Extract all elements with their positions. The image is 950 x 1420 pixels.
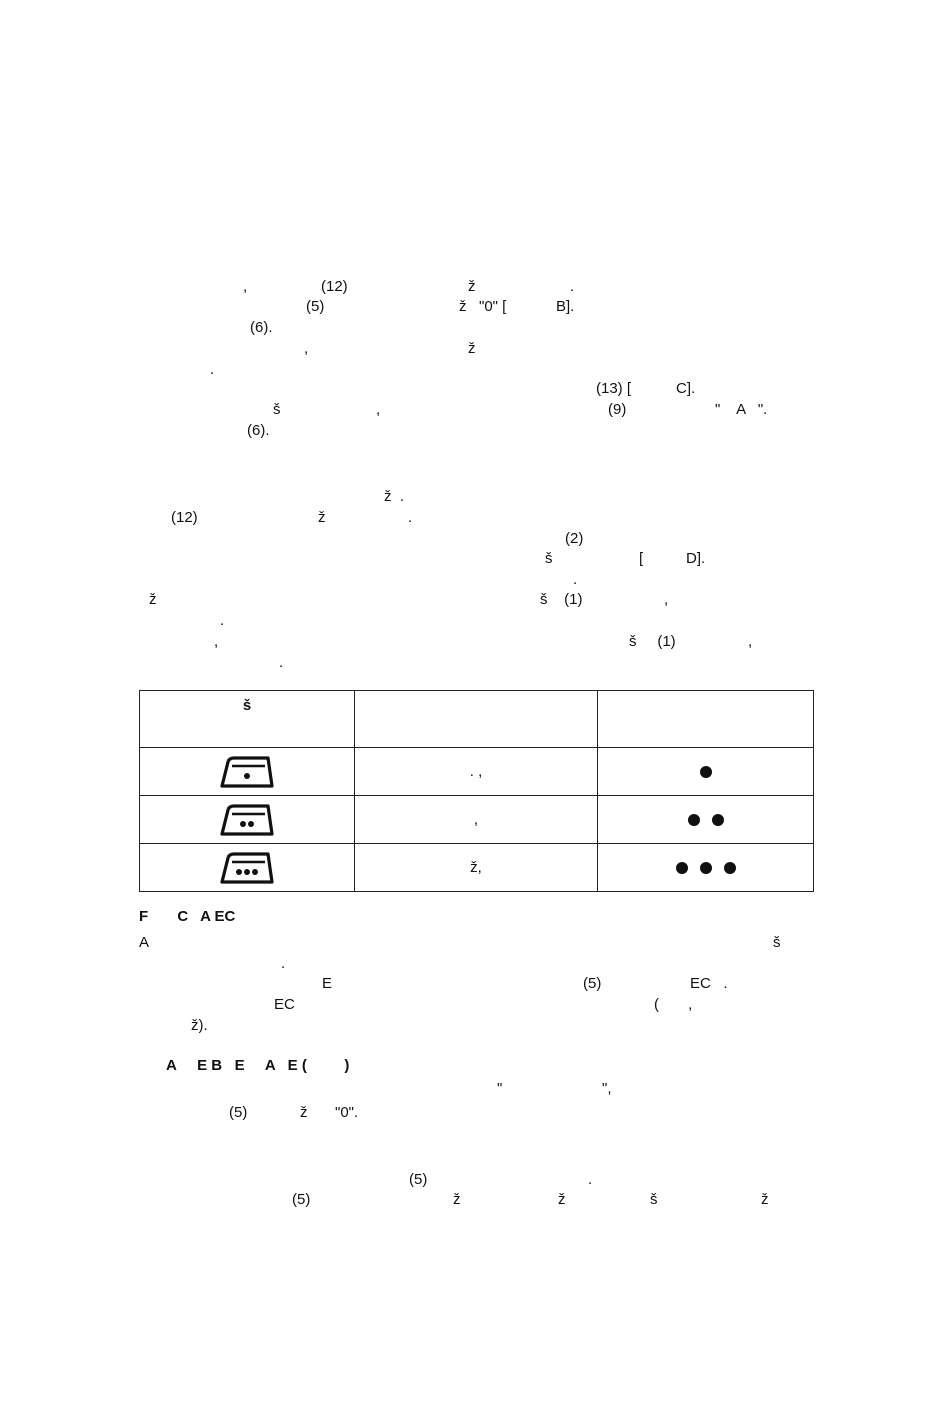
- table-header-cell: [598, 691, 814, 748]
- table-row: [140, 844, 814, 892]
- text-fragment: (6).: [247, 422, 270, 439]
- description-cell: [355, 844, 598, 892]
- text-fragment: ,: [304, 340, 309, 357]
- text-fragment: (5): [409, 1171, 428, 1188]
- text-fragment: .: [573, 571, 578, 588]
- dot-mark: [724, 862, 736, 874]
- dot-mark: [700, 862, 712, 874]
- text-fragment: ž: [149, 591, 157, 608]
- text-fragment: .: [220, 612, 225, 629]
- table-header-row: [140, 691, 814, 748]
- text-fragment: š: [545, 550, 553, 567]
- text-fragment: .: [408, 509, 413, 526]
- text-fragment: (13) [: [596, 380, 632, 397]
- text-fragment: EC .: [690, 975, 728, 992]
- text-fragment: ž: [558, 1191, 566, 1208]
- text-fragment: ž: [318, 509, 326, 526]
- table-header-cell: š: [140, 691, 355, 748]
- dot-mark: [676, 862, 688, 874]
- text-fragment: š (1): [629, 633, 676, 650]
- text-fragment: ž: [453, 1191, 461, 1208]
- text-fragment: š: [773, 934, 781, 951]
- text-fragment: ,: [664, 591, 669, 608]
- text-fragment: .: [570, 278, 575, 295]
- text-fragment: š (1): [540, 591, 583, 608]
- ironing-temperature-table: [139, 690, 814, 892]
- text-fragment: .: [279, 654, 284, 671]
- description-cell: [355, 748, 598, 796]
- text-fragment: ž: [468, 278, 476, 295]
- text-fragment: ,: [748, 633, 753, 650]
- description-text: . ,: [469, 763, 483, 780]
- dot-mark: [712, 814, 724, 826]
- description-cell: [355, 796, 598, 844]
- description-text: ž,: [470, 859, 482, 876]
- dots-cell: [598, 796, 814, 844]
- text-fragment: š: [273, 401, 281, 418]
- text-fragment: ,: [243, 278, 248, 295]
- eco-section-heading: F C A EC: [139, 908, 236, 925]
- iron-two-dots-icon: [218, 802, 276, 838]
- iron-three-dots-icon: [218, 850, 276, 886]
- text-fragment: [: [639, 550, 644, 567]
- table-row: [140, 796, 814, 844]
- text-fragment: ž).: [191, 1017, 208, 1034]
- text-fragment: .: [210, 361, 215, 378]
- text-fragment: (5): [292, 1191, 311, 1208]
- text-fragment: ,: [214, 633, 219, 650]
- text-fragment: ,: [376, 401, 381, 418]
- text-fragment: "0".: [335, 1104, 359, 1121]
- text-fragment: ž: [761, 1191, 769, 1208]
- cleaning-section-heading: A E B E A E ( ): [166, 1057, 350, 1074]
- text-fragment: (12): [171, 509, 198, 526]
- text-fragment: ž: [300, 1104, 308, 1121]
- temperature-dots: [670, 859, 742, 876]
- text-fragment: (5): [583, 975, 602, 992]
- text-fragment: (12): [321, 278, 348, 295]
- dots-cell: [598, 748, 814, 796]
- dots-cell: [598, 844, 814, 892]
- dot-mark: [700, 766, 712, 778]
- table-row: [140, 748, 814, 796]
- text-fragment: E: [322, 975, 333, 992]
- text-fragment: ( ,: [654, 996, 693, 1013]
- text-fragment: ž "0" [: [459, 298, 507, 315]
- text-fragment: ž: [468, 340, 476, 357]
- text-fragment: .: [281, 955, 286, 972]
- text-fragment: D].: [686, 550, 706, 567]
- text-fragment: ": [497, 1080, 503, 1097]
- text-fragment: A: [139, 934, 150, 951]
- text-fragment: (6).: [250, 319, 273, 336]
- text-fragment: B].: [556, 298, 575, 315]
- table-header-cell: [355, 691, 598, 748]
- symbol-cell: [140, 748, 355, 796]
- text-fragment: EC: [274, 996, 295, 1013]
- iron-one-dot-icon: [218, 754, 276, 790]
- dot-mark: [688, 814, 700, 826]
- text-fragment: š: [650, 1191, 658, 1208]
- text-fragment: (5): [306, 298, 325, 315]
- temperature-dots: [694, 763, 718, 780]
- text-fragment: ž .: [384, 488, 405, 505]
- temperature-dots: [682, 811, 730, 828]
- text-fragment: (9): [608, 401, 627, 418]
- text-fragment: ",: [602, 1080, 612, 1097]
- text-fragment: (2): [565, 530, 584, 547]
- symbol-cell: [140, 844, 355, 892]
- symbol-cell: [140, 796, 355, 844]
- text-fragment: (5): [229, 1104, 248, 1121]
- text-fragment: .: [588, 1171, 593, 1188]
- text-fragment: C].: [676, 380, 696, 397]
- text-fragment: " A ".: [715, 401, 768, 418]
- description-text: ,: [473, 811, 479, 828]
